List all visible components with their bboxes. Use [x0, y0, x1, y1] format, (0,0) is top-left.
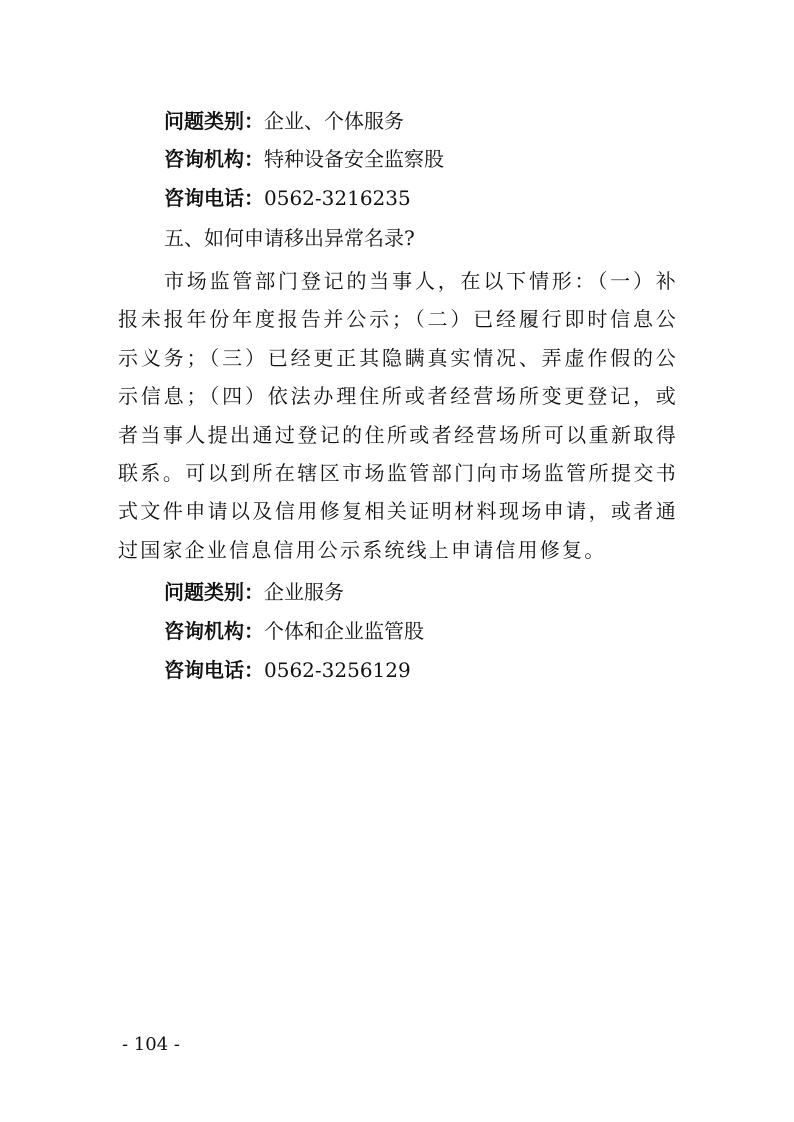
category-value: 企业服务 — [264, 580, 344, 604]
org-value: 个体和企业监管股 — [264, 619, 424, 643]
category-label: 问题类别： — [164, 109, 264, 133]
org-line-1 — [164, 145, 444, 173]
phone-value: 0562-3216235 — [264, 186, 411, 210]
category-line-2 — [164, 578, 344, 606]
phone-value: 0562-3256129 — [264, 658, 411, 682]
phone-line-1 — [164, 184, 411, 212]
org-line-2 — [164, 617, 424, 645]
category-value: 企业、个体服务 — [264, 109, 404, 133]
org-value: 特种设备安全监察股 — [264, 147, 444, 171]
page-number: - 104 - — [122, 1034, 180, 1055]
phone-label: 咨询电话： — [164, 186, 264, 210]
phone-label: 咨询电话： — [164, 658, 264, 682]
category-line-1 — [164, 107, 404, 135]
phone-line-2 — [164, 656, 411, 684]
answer-paragraph: 市场监管部门登记的当事人，在以下情形：（一）补报未报年份年度报告并公示；（二）已经履行即时信息公示义务；（三）已经更正其隐瞒真实情况、弄虚作假的公示信息；（四）依法办理住所或者经营场所变更登记，或者当事人提出通过登记的住所或者经营场所可以重新取得联系。可以到所在辖区市场监管部门向市场监管所提交书式文件申请以及信用修复相关证明材料现场申请，或者通过国家企业信息信用公示系统线上申请信用修复。 — [118, 269, 678, 562]
org-label: 咨询机构： — [164, 147, 264, 171]
question-title: 五、如何申请移出异常名录? — [164, 226, 415, 250]
org-label: 咨询机构： — [164, 619, 264, 643]
category-label: 问题类别： — [164, 580, 264, 604]
